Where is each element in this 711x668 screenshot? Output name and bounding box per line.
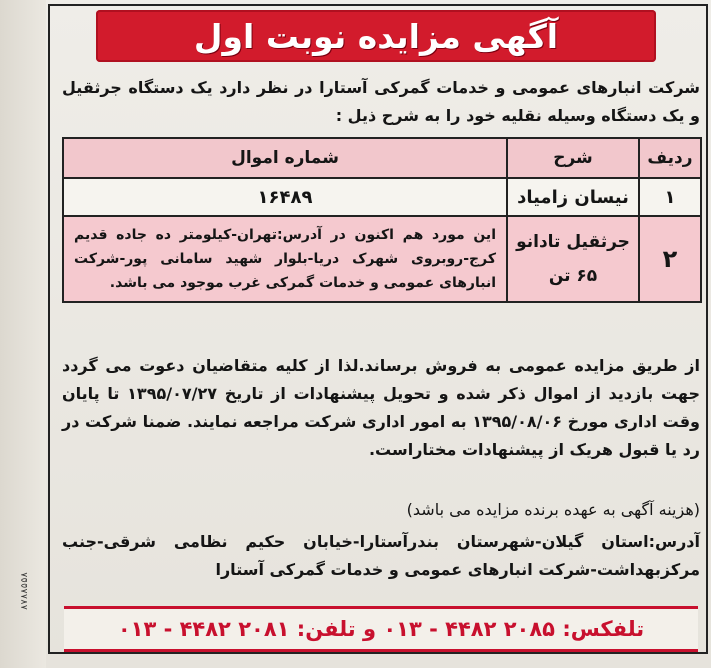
header-description: شرح [507, 138, 639, 178]
phone-numbers: تلفکس: ۲۰۸۵ ۴۴۸۲ - ۰۱۳ و تلفن: ۲۰۸۱ ۴۴۸۲ - ۰۱۳ [64, 606, 698, 652]
header-property-number: شماره اموال [63, 138, 507, 178]
row-property-note: این مورد هم اکنون در آدرس:تهران-کیلومتر ده جاده قدیم کرج-روبروی شهرک دریا-بلوار شهید سامانی پور-شرکت انبارهای عمومی و خدمات گمرکی غرب موجود می باشد. [63, 216, 507, 302]
cost-note: (هزینه آگهی به عهده برنده مزایده می باشد) [406, 500, 700, 519]
table-header-row [63, 138, 701, 178]
address-paragraph: آدرس:استان گیلان-شهرستان بندرآستارا-خیابان حکیم نظامی شرقی-جنب مرکزبهداشت-شرکت انبارهای عمومی و خدمات گمرکی آستارا [62, 532, 700, 579]
ad-code: ۸۷۸۸۵۵۸ [20, 572, 30, 610]
table-row [63, 178, 701, 216]
table-row [63, 216, 701, 302]
row-index: ۲ [639, 216, 701, 302]
items-table [62, 137, 702, 303]
row-index: ۱ [639, 178, 701, 216]
header-index: ردیف [639, 138, 701, 178]
intro-paragraph: شرکت انبارهای عمومی و خدمات گمرکی آستارا در نظر دارد یک دستگاه جرثقیل و یک دستگاه وسیله نقلیه خود را به شرح ذیل : [62, 78, 700, 125]
title-banner [96, 10, 656, 62]
row-property-number: ۱۶۴۸۹ [63, 178, 507, 216]
ad-title: آگهی مزایده نوبت اول [193, 16, 559, 56]
row-description: نیسان زامیاد [507, 178, 639, 216]
body-paragraph: از طریق مزایده عمومی به فروش برساند.لذا از کلیه متقاضیان دعوت می گردد جهت بازدید از اموال ذکر شده و تحویل پیشنهادات از تاریخ ۱۳۹۵/۰۷/۲۷ تا پایان وقت اداری مورخ ۱۳۹۵/۰۸/۰۶ به امور اداری شرکت مراجعه نمایند. ضمنا شرکت در رد یا قبول هریک از پیشنهادات مختاراست. [62, 356, 701, 459]
row-description: جرثقیل تادانو ۶۵ تن [507, 216, 639, 302]
